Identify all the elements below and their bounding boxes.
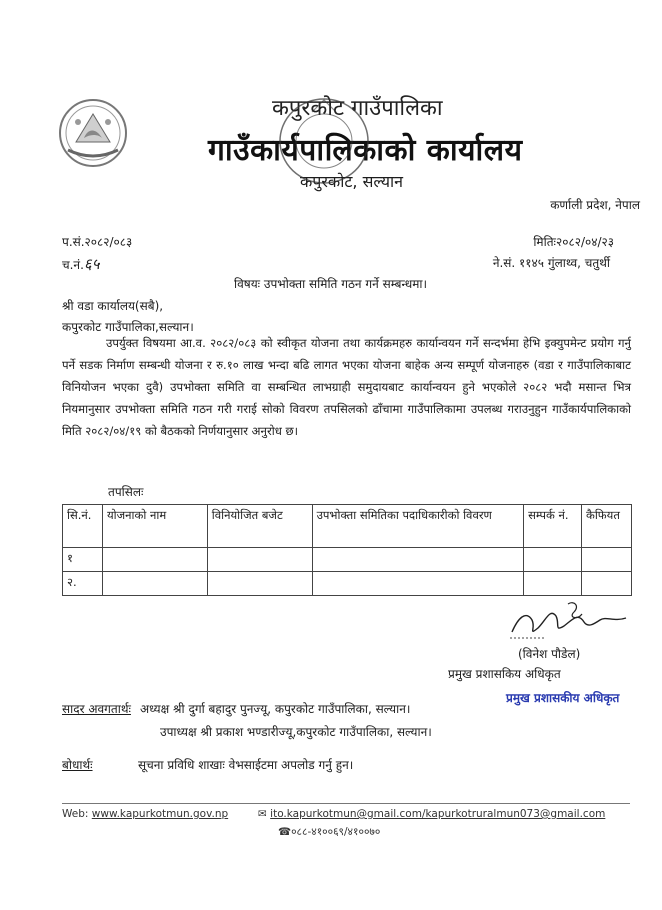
web-label: Web: [62, 808, 89, 820]
cc-line-2: उपाध्यक्ष श्री प्रकाश भण्डारीज्यू,कपुरकोट गाउँपालिका, सल्यान। [160, 725, 432, 739]
table-cell [207, 572, 312, 596]
col-header-remarks: कैफियत [581, 505, 631, 548]
recipient-line-1: श्री वडा कार्यालय(सबै), [62, 299, 164, 313]
table-cell [312, 548, 523, 572]
table-cell [524, 572, 582, 596]
signer-name: (विनेश पौडेल) [518, 647, 581, 661]
table-cell [102, 548, 207, 572]
col-header-budget: विनियोजित बजेट [207, 505, 312, 548]
table-row [63, 548, 632, 572]
dispatch-number-line [62, 254, 100, 274]
footer-email [258, 808, 605, 820]
table-cell [581, 572, 631, 596]
table-cell [207, 548, 312, 572]
website-link[interactable]: www.kapurkotmun.gov.np [91, 808, 229, 820]
footer-phone [278, 825, 380, 839]
info-label: बोधार्थः [62, 758, 93, 772]
recipient-line-2: कपुरकोट गाउँपालिका,सल्यान। [62, 320, 194, 334]
email-link[interactable]: ito.kapurkotmun@gmail.com/kapurkotruralmun073@gmail.com [270, 808, 606, 820]
col-header-contact: सम्पर्क नं. [524, 505, 582, 548]
office-title: गाउँकार्यपालिकाको कार्यालय [208, 133, 523, 168]
info-text: सूचना प्रविधि शाखाः वेभसाईटमा अपलोड गर्नु हुन। [138, 758, 354, 772]
col-header-committee-details: उपभोक्ता समितिका पदाधिकारीको विवरण [312, 505, 523, 548]
cc-line-1: अध्यक्ष श्री दुर्गा बहादुर पुनज्यू, कपुरकोट गाउँपालिका, सल्यान। [140, 702, 411, 716]
col-header-sn: सि.नं. [63, 505, 103, 548]
table-row [63, 572, 632, 596]
province-line: कर्णाली प्रदेश, नेपाल [550, 198, 640, 212]
designation-stamp: प्रमुख प्रशासकीय अधिकृत [506, 691, 620, 705]
handwritten-signature [508, 598, 630, 646]
office-address: कपुरकोट, सल्यान [300, 172, 404, 191]
col-header-plan-name: योजनाको नाम [102, 505, 207, 548]
cc-label: सादर अवगतार्थः [62, 702, 131, 716]
phone-number: ०८८-४१००६९/४१००७० [291, 826, 381, 838]
mail-icon: ✉ [258, 808, 267, 820]
table-cell: १ [63, 548, 103, 572]
letter-date: मितिः२०८२/०४/२३ [533, 235, 614, 249]
table-header-row [63, 505, 632, 548]
dispatch-number: ६५ [83, 255, 100, 273]
footer-web [62, 808, 228, 820]
letter-body: उपर्युक्त विषयमा आ.व. २०८२/०८३ को स्वीकृत योजना तथा कार्यक्रमहरु कार्यान्वयन गर्ने सन्दर्भमा हेभि इक्युपमेन्ट प्रयोग गर्नु पर्ने सडक निर्माण सम्बन्धी योजना र रु.१० लाख भन्दा बढि लागत भएका योजना बाहेक अन्य सम्पूर्ण योजनाहरु (वडा र गाउँपालिकाबाट विनियोजन भएका दुवै) उपभोक्ता समिति वा सम्बन्धित लाभग्राही समुदायबाट कार्यान्वयन हुने भएकोले २०८२ भदौ मसान्त भित्र नियमानुसार उपभोक्ता समिति गठन गरी गराई सोको विवरण तपसिलको ढाँचामा गाउँपालिकामा उपलब्ध गराउनुहुन गाउँकार्यपालिकाको मिति २०८२/०४/१९ को बैठकको निर्णयानुसार अनुरोध छ। [62, 336, 631, 438]
phone-icon: ☎ [278, 826, 292, 838]
office-name: कपुरकोट गाउँपालिका [272, 96, 443, 121]
table-cell [524, 548, 582, 572]
official-seal [272, 92, 376, 190]
details-table [62, 504, 632, 596]
table-cell [102, 572, 207, 596]
nepal-emblem-icon [58, 98, 128, 168]
reference-number: प.सं.२०८२/०८३ [62, 235, 133, 249]
table-cell [581, 548, 631, 572]
nepal-sambat-date: ने.सं. ११४५ गुंलाथ्व, चतुर्थी [492, 256, 610, 270]
table-cell: २. [63, 572, 103, 596]
table-cell [312, 572, 523, 596]
signer-title: प्रमुख प्रशासकिय अधिकृत [448, 667, 561, 681]
table-label: तपसिलः [108, 485, 144, 499]
footer-divider [62, 803, 630, 804]
dispatch-label: च.नं. [62, 258, 84, 272]
subject-line: विषयः उपभोक्ता समिति गठन गर्ने सम्बन्धमा। [234, 277, 428, 291]
